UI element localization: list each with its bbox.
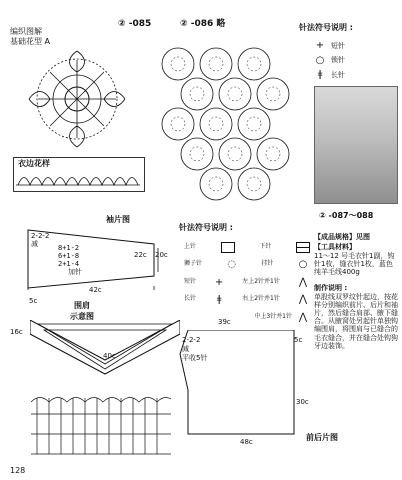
- page-number: 128: [10, 466, 26, 475]
- body-note-1: 2-2-2: [182, 336, 201, 344]
- knit-stitch-icon: [221, 242, 235, 253]
- sleeve-row-3: 2+1-4: [58, 260, 80, 268]
- sleeve-row-1: 8+1-2: [58, 244, 80, 252]
- middle-short-stitch-label: 短针: [184, 277, 197, 285]
- chain-stitch-label: 锁针: [331, 56, 345, 65]
- lace-border-box: [13, 157, 145, 192]
- short-stitch-icon: +: [315, 40, 325, 51]
- middle-stitch-legend-title: 针法符号说明 :: [179, 223, 233, 232]
- middle-long-stitch-label: 长针: [184, 295, 197, 303]
- double-crochet-label: 长针: [331, 70, 345, 79]
- spec-title: 【成品规格】见图: [314, 233, 370, 241]
- shoulder-title-2: 示意图: [70, 312, 94, 321]
- product-spec-block: [314, 233, 398, 350]
- sleeve-inc-line-2: 减: [31, 240, 38, 248]
- body-note-3: 平收5针: [182, 354, 208, 362]
- model-photo: [314, 86, 398, 204]
- lion-stitch-label: 狮子针: [184, 260, 203, 268]
- method-text: 单股线双罗纹针起边，按花样分别编织前片、后片和袖片，然后缝合肩部、腋下缝合。从腋窝处另起针单独钩编围肩，将围肩与已缝合的毛衣缝合，并在缝合处钩狗牙边装饰。: [314, 293, 398, 350]
- shoulder-diagram: [30, 320, 180, 382]
- product-label: ② -087～088: [319, 211, 374, 220]
- middle-short-stitch-icon: +: [214, 276, 224, 288]
- sleeve-dim-5c: 5c: [29, 297, 38, 305]
- sleeve-inc-label: 加针: [68, 268, 82, 276]
- body-dim-5c: 5c: [294, 336, 303, 344]
- purl-stitch-label: 下针: [259, 243, 272, 251]
- body-note-2: 减: [182, 345, 189, 353]
- left-decrease-icon: ⋀: [298, 276, 308, 288]
- shoulder-dim-40c: 40c: [103, 352, 116, 360]
- knit-chart-title: 编织图解: [10, 27, 42, 36]
- middle-stitch-legend: [184, 242, 310, 323]
- purl-stitch-icon: [296, 242, 310, 253]
- body-title: 前后片图: [306, 433, 338, 442]
- sleeve-row-2: 6+1-8: [58, 252, 80, 260]
- shoulder-dim-16c: 16c: [10, 328, 23, 336]
- chain-stitch-icon: ○: [315, 54, 325, 66]
- sleeve-dim-22c: 22c: [134, 251, 147, 259]
- sleeve-inc-line-1: 2-2-2: [31, 232, 50, 240]
- materials-title: 【工具材料】: [314, 243, 356, 252]
- lion-stitch-icon: ◌: [227, 259, 237, 270]
- knit-stitch-label: 上针: [184, 243, 197, 251]
- pattern-086-label: ② -086 略: [180, 19, 226, 29]
- lace-edging-diagram: [16, 171, 140, 189]
- center-decrease-icon: ⋀: [298, 311, 308, 323]
- rib-pattern-diagram: [31, 396, 171, 458]
- base-motif-diagram: [26, 48, 128, 150]
- body-dim-39c: 39c: [218, 318, 231, 326]
- pattern-085-label: ② -085: [118, 19, 152, 29]
- center-decrease-label: 中上3针并1针: [254, 312, 292, 320]
- right-decrease-icon: ⋀: [298, 294, 308, 305]
- stitch-legend-title: 针法符号说明 :: [299, 23, 353, 32]
- middle-long-stitch-icon: ǂ: [216, 294, 222, 305]
- yarn-over-label: 挂针: [261, 260, 274, 268]
- lace-label: 衣边花样: [18, 159, 50, 168]
- top-stitch-legend: [313, 40, 399, 81]
- method-title: 制作说明 :: [314, 284, 348, 293]
- double-crochet-icon: ǂ: [317, 69, 323, 80]
- tiled-motif-diagram: [154, 36, 300, 206]
- sleeve-title: 袖片图: [106, 215, 130, 224]
- base-pattern-title: 基础花型 A: [10, 37, 51, 46]
- right-decrease-label: 右上2针并1针: [242, 295, 280, 303]
- body-dim-30c: 30c: [296, 398, 309, 406]
- sleeve-dim-42c: 42c: [89, 286, 102, 294]
- body-dim-48c: 48c: [240, 438, 253, 446]
- materials-text: 11～12 号毛衣针1副，钩针1枚，缝衣针1枚，蓝色纯羊毛线400g: [314, 252, 395, 277]
- short-stitch-label: 短针: [331, 41, 345, 50]
- sleeve-dim-20c: 20c: [155, 251, 168, 259]
- yarn-over-icon: ○: [298, 259, 308, 270]
- left-decrease-label: 左上2针并1针: [242, 277, 280, 285]
- shoulder-title-1: 围肩: [74, 301, 90, 310]
